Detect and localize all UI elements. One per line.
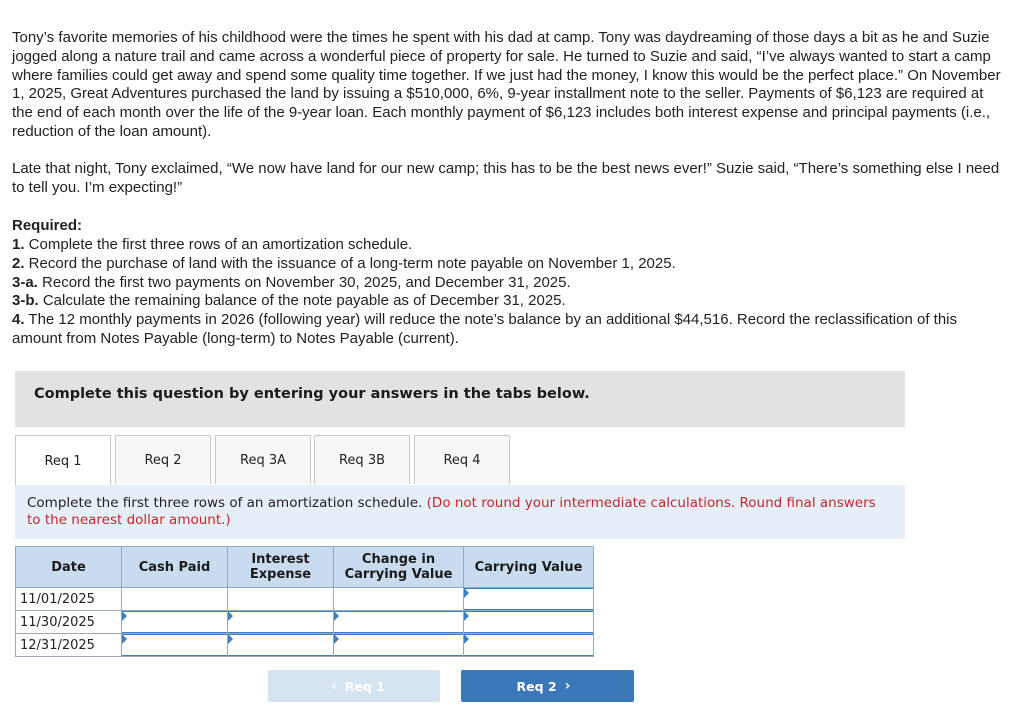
required-item-3a xyxy=(12,274,1002,293)
table-row xyxy=(16,588,594,611)
empty-cell xyxy=(122,588,228,611)
instruction-text: Complete the first three rows of an amortization schedule. xyxy=(27,495,423,511)
header-interest-expense: Interest Expense xyxy=(228,547,334,588)
amortization-table xyxy=(15,546,594,657)
problem-paragraph-1: Tony’s favorite memories of his childhood were the times he spent with his dad at camp. Tony was daydreaming of those days a bit as he and Suzie jogged along a nature trail and came across a wonderful piece of property for sale. He turned to Suzie and said, “I’ve always wanted to start a camp where families could get away and spend some quality time together. If we just had the money, I know this would be the perfect place.” On November 1, 2025, Great Adventures purchased the land by issuing a $510,000, 6%, 9-year installment note to the seller. Payments of $6,123 are required at the end of each month over the life of the 9-year loan. Each monthly payment of $6,123 includes both interest expense and principal payments (i.e., reduction of the loan amount). xyxy=(12,29,1001,140)
problem-paragraph-2: Late that night, Tony exclaimed, “We now have land for our new camp; this has to be the best news ever!” Suzie said, “There’s something else I need to tell you. I’m expecting!” xyxy=(12,160,1000,196)
interest-expense-cell xyxy=(228,634,334,657)
next-req-button[interactable] xyxy=(461,670,634,702)
prev-req-label: Req 1 xyxy=(344,678,385,694)
required-item-number: 3-a. xyxy=(12,273,38,291)
header-change-in-carrying-value: Change in Carrying Value xyxy=(334,547,464,588)
interest-expense-cell xyxy=(228,611,334,634)
tab-req-3b[interactable]: Req 3B xyxy=(314,435,410,484)
cash-paid-cell xyxy=(122,611,228,634)
change-carrying-value-input[interactable] xyxy=(334,612,463,632)
change-carrying-value-cell xyxy=(334,611,464,634)
header-date: Date xyxy=(16,547,122,588)
required-item-number: 4. xyxy=(12,311,25,329)
header-cash-paid: Cash Paid xyxy=(122,547,228,588)
required-item-1 xyxy=(12,236,1002,255)
tab-req-1[interactable]: Req 1 xyxy=(15,435,111,486)
required-item-number: 1. xyxy=(12,236,25,253)
table-header-row xyxy=(16,547,594,588)
empty-cell xyxy=(228,588,334,611)
carrying-value-input[interactable] xyxy=(464,635,593,655)
date-cell: 11/30/2025 xyxy=(16,611,122,634)
header-carrying-value: Carrying Value xyxy=(464,547,594,588)
next-req-label: Req 2 xyxy=(516,678,557,694)
prev-req-button[interactable] xyxy=(268,670,440,702)
carrying-value-input[interactable] xyxy=(464,589,593,609)
required-item-text: The 12 monthly payments in 2026 (following year) will reduce the note’s balance by an additional $44,516. Record the reclassification of this amount from Notes Payable (long-term) to Notes Payable (current). xyxy=(12,311,958,347)
tab-req-2[interactable]: Req 2 xyxy=(115,435,211,484)
date-cell: 11/01/2025 xyxy=(16,588,122,611)
cash-paid-input[interactable] xyxy=(122,612,227,632)
required-item-number: 3-b. xyxy=(12,292,39,310)
change-carrying-value-input[interactable] xyxy=(334,635,463,655)
instructions-banner xyxy=(15,371,905,427)
required-item-text: Calculate the remaining balance of the note payable as of December 31, 2025. xyxy=(38,292,566,310)
carrying-value-cell xyxy=(464,611,594,634)
cash-paid-input[interactable] xyxy=(122,635,227,655)
carrying-value-input[interactable] xyxy=(464,612,593,632)
table-row xyxy=(16,611,594,634)
interest-expense-input[interactable] xyxy=(228,635,333,655)
tab-req-4[interactable]: Req 4 xyxy=(414,435,510,484)
rounding-note: (Do not round your intermediate calculations. Round final answers to the nearest dollar amount.) xyxy=(27,495,876,528)
carrying-value-cell xyxy=(464,634,594,657)
carrying-value-cell xyxy=(464,588,594,611)
required-item-text: Record the purchase of land with the issuance of a long-term note payable on November 1, 2025. xyxy=(24,254,676,272)
interest-expense-input[interactable] xyxy=(228,612,333,632)
date-cell: 12/31/2025 xyxy=(16,634,122,657)
tab-req-3a[interactable]: Req 3A xyxy=(215,435,311,484)
change-carrying-value-cell xyxy=(334,634,464,657)
required-title: Required: xyxy=(12,217,83,234)
required-item-number: 2. xyxy=(12,254,25,272)
required-list xyxy=(12,236,1002,349)
banner-text: Complete this question by entering your answers in the tabs below. xyxy=(34,386,590,402)
required-item-2 xyxy=(12,255,1002,274)
chevron-left-icon: ‹ xyxy=(331,678,337,694)
table-row xyxy=(16,634,594,657)
required-item-4 xyxy=(12,311,1002,349)
tab-instructions xyxy=(15,485,905,539)
required-item-text: Record the first two payments on November 30, 2025, and December 31, 2025. xyxy=(37,273,571,291)
required-item-text: Complete the first three rows of an amortization schedule. xyxy=(24,236,413,253)
chevron-right-icon: › xyxy=(564,678,571,694)
cash-paid-cell xyxy=(122,634,228,657)
required-item-3b xyxy=(12,292,1002,311)
empty-cell xyxy=(334,588,464,611)
